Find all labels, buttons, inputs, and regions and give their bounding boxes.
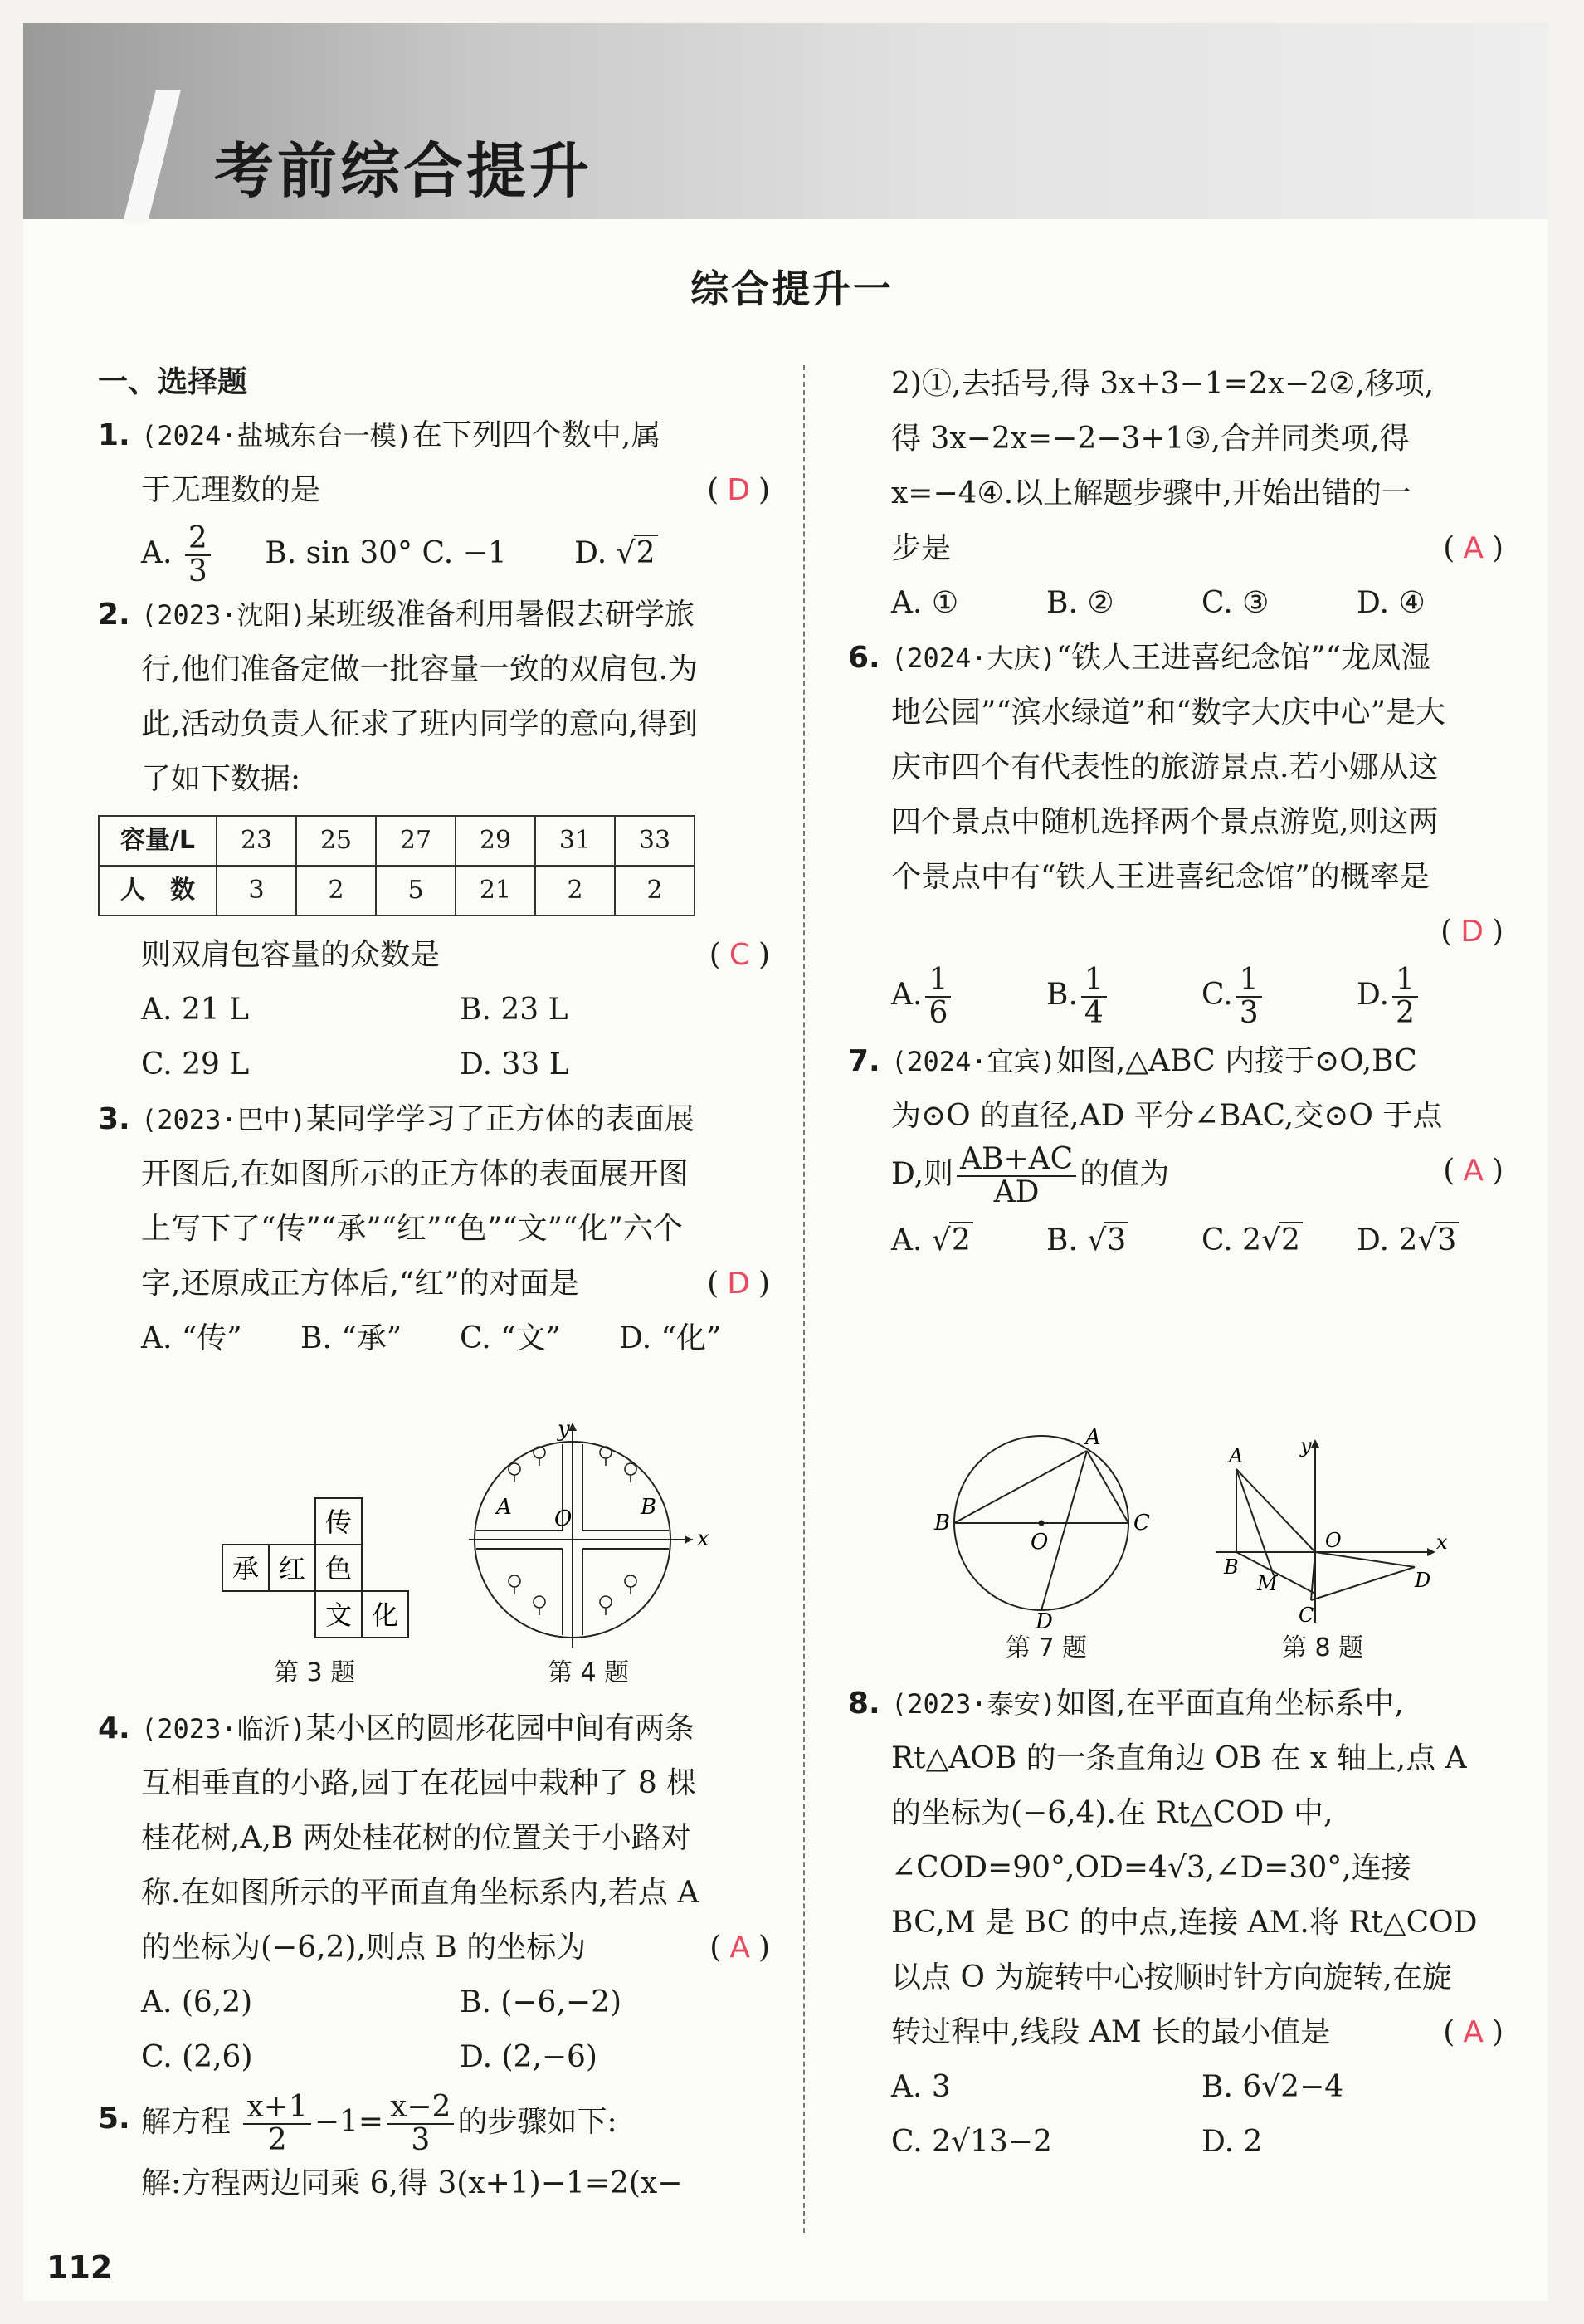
point-label: D <box>1415 1569 1431 1592</box>
table-row <box>99 866 695 915</box>
question-stem: 以点 O 为旋转中心按顺时针方向旋转,在旋 <box>891 1960 1452 1994</box>
answer-bracket: (A) <box>709 1931 778 1965</box>
sqrt-sign: √ <box>616 536 636 570</box>
answer-letter: D <box>727 1267 758 1301</box>
question-2-cont <box>98 928 778 1092</box>
options <box>141 1311 778 1366</box>
option: D. $\frac{1}{2}$ <box>1357 964 1512 1029</box>
option: A. (6,2) <box>141 1985 253 2019</box>
solution-line: 步是 <box>891 531 952 565</box>
origin-label: O <box>554 1506 573 1531</box>
question-7 <box>848 1034 1512 1268</box>
question-1 <box>98 408 778 588</box>
question-source: (2023·巴中) <box>141 1104 306 1135</box>
option: C. 29 L <box>141 1047 250 1081</box>
question-source: (2024·盐城东台一模) <box>141 420 412 452</box>
question-stem: 四个景点中随机选择两个景点游览,则这两 <box>891 805 1439 839</box>
question-number: 8. <box>848 1687 880 1721</box>
answer-letter: A <box>1463 1154 1492 1188</box>
segment-ac <box>1087 1451 1128 1523</box>
question-number: 3. <box>98 1102 130 1136</box>
table-cell: 3 <box>217 866 296 915</box>
figure-caption: 第 4 题 <box>548 1658 630 1687</box>
left-column-lower <box>98 1702 778 2211</box>
question-2 <box>98 588 778 807</box>
chapter-banner <box>23 23 1548 219</box>
question-source: (2023·泰安) <box>891 1688 1056 1720</box>
question-stem: 行,他们准备定做一批容量一致的双肩包.为 <box>141 652 698 686</box>
question-stem: 庆市四个有代表性的旅游景点.若小娜从这 <box>891 750 1439 784</box>
point-label: C <box>1133 1511 1150 1536</box>
answer-letter: C <box>729 938 758 972</box>
option: A. ① <box>891 586 959 620</box>
tree-icon <box>600 1447 612 1458</box>
question-6 <box>848 631 1512 1029</box>
answer-bracket: (A) <box>1443 1154 1512 1188</box>
segment-cd <box>1311 1567 1415 1600</box>
option: C. “文” <box>460 1321 561 1355</box>
solution-line: 2)①,去括号,得 3x+3−1=2x−2②,移项, <box>891 367 1435 401</box>
question-stem: 个景点中有“铁人王进喜纪念馆”的概率是 <box>891 860 1430 894</box>
question-source: (2024·宜宾) <box>891 1046 1056 1077</box>
table-cell: 29 <box>456 816 535 866</box>
point-label: B <box>1224 1555 1239 1579</box>
question-stem: 桂花树,A,B 两处桂花树的位置关于小路对 <box>141 1821 691 1855</box>
question-stem: 上写下了“传”“承”“红”“色”“文”“化”六个 <box>141 1212 683 1246</box>
right-column-lower <box>848 1677 1512 2170</box>
option: C. ③ <box>1201 586 1270 620</box>
option: C. $\frac{1}{3}$ <box>1201 964 1357 1029</box>
option: C. 2√13−2 <box>891 2125 1052 2159</box>
question-stem: 于无理数的是 <box>141 473 321 507</box>
option: B. (−6,−2) <box>460 1985 622 2019</box>
options <box>141 983 778 1092</box>
option: D. 2√3 <box>1357 1213 1512 1268</box>
answer-letter: A <box>1463 531 1492 565</box>
table-row <box>99 816 695 866</box>
question-stem: 的值为 <box>1080 1157 1170 1191</box>
question-3 <box>98 1092 778 1366</box>
question-stem: 解方程 <box>141 2105 232 2139</box>
option: D. 33 L <box>460 1047 569 1081</box>
options <box>891 2060 1512 2170</box>
question-stem: 此,活动负责人征求了班内同学的意向,得到 <box>141 707 698 741</box>
option: D. (2,−6) <box>460 2040 597 2074</box>
question-number: 5. <box>98 2102 130 2136</box>
axis-label: x <box>1436 1531 1448 1554</box>
question-source: (2023·临沂) <box>141 1713 306 1745</box>
answer-bracket: (D) <box>707 473 778 507</box>
axis-label: y <box>1300 1434 1312 1457</box>
equation-part: −1= <box>314 2105 384 2139</box>
question-stem: 的坐标为(−6,4).在 Rt△COD 中, <box>891 1796 1333 1830</box>
tree-icon <box>600 1596 612 1608</box>
figure-caption: 第 8 题 <box>1282 1633 1364 1662</box>
option: A. 21 L <box>141 993 250 1027</box>
circle-figure <box>929 1419 1153 1634</box>
table-cell: 2 <box>296 866 376 915</box>
answer-bracket: (A) <box>1443 2015 1512 2049</box>
options <box>891 576 1512 631</box>
point-label: M <box>1257 1572 1278 1595</box>
solution-line: x=−4④.以上解题步骤中,开始出错的一 <box>891 476 1411 510</box>
solution-line: 得 3x−2x=−2−3+1③,合并同类项,得 <box>891 422 1410 456</box>
left-column <box>98 357 778 1366</box>
options <box>141 1975 778 2085</box>
option: B. ② <box>1046 586 1114 620</box>
table-cell: 33 <box>615 816 695 866</box>
answer-letter: A <box>729 1931 758 1965</box>
question-stem: 则双肩包容量的众数是 <box>141 938 441 972</box>
question-stem: 的坐标为(−6,2),则点 B 的坐标为 <box>141 1931 587 1965</box>
fraction: $\frac{AB+AC}{AD}$ <box>957 1144 1076 1208</box>
banner-title: 考前综合提升 <box>214 136 593 206</box>
question-stem: D,则 <box>891 1157 954 1191</box>
question-5-cont <box>848 357 1512 631</box>
option: A. √2 <box>891 1213 1046 1268</box>
question-number: 6. <box>848 641 880 675</box>
question-stem: 地公园”“滨水绿道”和“数字大庆中心”是大 <box>891 696 1446 730</box>
point-label: C <box>1299 1604 1314 1627</box>
segment-ao <box>1236 1469 1315 1552</box>
figure-caption: 第 3 题 <box>274 1658 356 1687</box>
option: C. (2,6) <box>141 2040 253 2074</box>
question-stem: ∠COD=90°,OD=4√3,∠D=30°,连接 <box>891 1851 1411 1885</box>
option: D. ④ <box>1357 586 1426 620</box>
fraction: $\frac{x+1}{2}$ <box>243 2092 310 2156</box>
table-cell: 27 <box>376 816 456 866</box>
question-8 <box>848 1677 1512 2170</box>
options <box>891 964 1512 1029</box>
option: B. 23 L <box>460 993 568 1027</box>
point-label: A <box>1085 1425 1101 1450</box>
option: B. √3 <box>1046 1213 1201 1268</box>
question-number: 7. <box>848 1044 880 1078</box>
point-label: A <box>1229 1444 1244 1467</box>
axis-label: x <box>697 1526 709 1551</box>
net-char: 红 <box>278 1553 306 1584</box>
question-source: (2024·大庆) <box>891 642 1056 674</box>
tree-icon <box>509 1463 520 1475</box>
option-b: B. sin 30° C. −1 <box>265 536 507 570</box>
question-stem: 开图后,在如图所示的正方体的表面展开图 <box>141 1157 689 1191</box>
question-stem: 了如下数据: <box>141 762 301 796</box>
question-number: 1. <box>98 418 130 452</box>
table-cell: 23 <box>217 816 296 866</box>
option: B. “承” <box>300 1321 402 1355</box>
figure-caption: 第 7 题 <box>1006 1633 1088 1662</box>
data-table <box>98 815 695 916</box>
net-char: 化 <box>371 1599 399 1631</box>
option: D. 2 <box>1201 2125 1263 2159</box>
tree-icon <box>509 1575 520 1587</box>
option: C. 2√2 <box>1201 1213 1357 1268</box>
question-4 <box>98 1702 778 2085</box>
question-stem: 的步骤如下: <box>457 2105 617 2139</box>
question-number: 2. <box>98 598 130 632</box>
column-divider <box>803 365 805 2233</box>
question-stem: Rt△AOB 的一条直角边 OB 在 x 轴上,点 A <box>891 1741 1467 1775</box>
point-label: A <box>496 1495 512 1520</box>
point-label: D <box>1036 1609 1053 1634</box>
answer-letter: A <box>1463 2015 1492 2049</box>
question-stem: 称.在如图所示的平面直角坐标系内,若点 A <box>141 1876 699 1910</box>
option: B. 6√2−4 <box>1201 2070 1344 2104</box>
point-label: O <box>1031 1530 1049 1555</box>
segment-ab <box>954 1451 1087 1523</box>
question-stem: 字,还原成正方体后,“红”的对面是 <box>141 1267 579 1301</box>
answer-bracket: (D) <box>1440 915 1512 949</box>
question-source: (2023·沈阳) <box>141 599 306 631</box>
tree-icon <box>534 1596 545 1608</box>
point-label: O <box>1325 1529 1342 1552</box>
question-stem: “铁人王进喜纪念馆”“龙凤湿 <box>1055 641 1431 675</box>
option: B. $\frac{1}{4}$ <box>1046 964 1201 1029</box>
question-stem: 如图,△ABC 内接于⊙O,BC <box>1055 1044 1417 1078</box>
garden-figure <box>465 1417 709 1652</box>
center-point <box>1039 1521 1045 1526</box>
axis-label: y <box>558 1417 570 1442</box>
question-stem: 某同学学习了正方体的表面展 <box>305 1102 695 1136</box>
table-cell: 5 <box>376 866 456 915</box>
options <box>891 1213 1512 1268</box>
solution-line: 解:方程两边同乘 6,得 3(x+1)−1=2(x− <box>141 2166 683 2200</box>
net-char: 色 <box>324 1553 353 1584</box>
fraction: $\frac{2}{3}$ <box>185 523 211 588</box>
segment-am <box>1236 1469 1274 1575</box>
net-char: 文 <box>324 1599 353 1631</box>
options <box>141 523 778 588</box>
coordinate-figure <box>1207 1436 1448 1627</box>
question-number: 4. <box>98 1711 130 1745</box>
question-stem: 转过程中,线段 AM 长的最小值是 <box>891 2015 1331 2049</box>
cube-net-figure <box>216 1494 415 1660</box>
option: D. “化” <box>619 1321 722 1355</box>
x-arrow <box>1427 1548 1435 1556</box>
question-stem: 在下列四个数中,属 <box>412 418 661 452</box>
tree-icon <box>534 1447 545 1458</box>
option-d-value: 2 <box>634 535 658 570</box>
question-stem: 某班级准备利用暑假去研学旅 <box>305 598 695 632</box>
answer-bracket: (A) <box>1443 531 1512 565</box>
question-5 <box>98 2092 778 2211</box>
table-cell: 2 <box>535 866 615 915</box>
x-arrow <box>685 1536 693 1544</box>
tree-icon <box>625 1463 636 1475</box>
option-label: D. <box>574 536 607 570</box>
segment-od <box>1315 1552 1415 1567</box>
question-stem: 如图,在平面直角坐标系中, <box>1055 1687 1404 1721</box>
option: A. “传” <box>141 1321 242 1355</box>
table-cell: 2 <box>615 866 695 915</box>
table-cell: 25 <box>296 816 376 866</box>
fraction: $\frac{x-2}{3}$ <box>387 2092 454 2156</box>
table-header: 容量/L <box>99 816 217 866</box>
net-char: 传 <box>324 1506 353 1538</box>
point-label: B <box>934 1511 951 1536</box>
question-stem: 为⊙O 的直径,AD 平分∠BAC,交⊙O 于点 <box>891 1099 1443 1133</box>
table-header: 人 数 <box>99 866 217 915</box>
answer-bracket: (D) <box>707 1267 778 1301</box>
point-label: B <box>641 1495 657 1520</box>
answer-letter: D <box>727 473 758 507</box>
answer-bracket: (C) <box>709 938 778 972</box>
answer-letter: D <box>1460 915 1492 949</box>
table-cell: 31 <box>535 816 615 866</box>
question-stem: BC,M 是 BC 的中点,连接 AM.将 Rt△COD <box>891 1906 1478 1940</box>
question-stem: 互相垂直的小路,园丁在花园中栽种了 8 棵 <box>141 1766 697 1800</box>
question-stem: 某小区的圆形花园中间有两条 <box>305 1711 695 1745</box>
tree-icon <box>625 1575 636 1587</box>
right-column <box>848 357 1512 1268</box>
option-label: A. <box>141 536 173 570</box>
option: A. 3 <box>891 2070 951 2104</box>
section-title: 综合提升一 <box>690 266 894 311</box>
banner-decoration <box>123 90 181 222</box>
net-char: 承 <box>232 1553 260 1584</box>
option: A. $\frac{1}{6}$ <box>891 964 1046 1029</box>
table-cell: 21 <box>456 866 535 915</box>
page-number: 112 <box>46 2249 113 2286</box>
section-heading: 一、选择题 <box>98 365 248 399</box>
y-arrow <box>1311 1439 1319 1448</box>
